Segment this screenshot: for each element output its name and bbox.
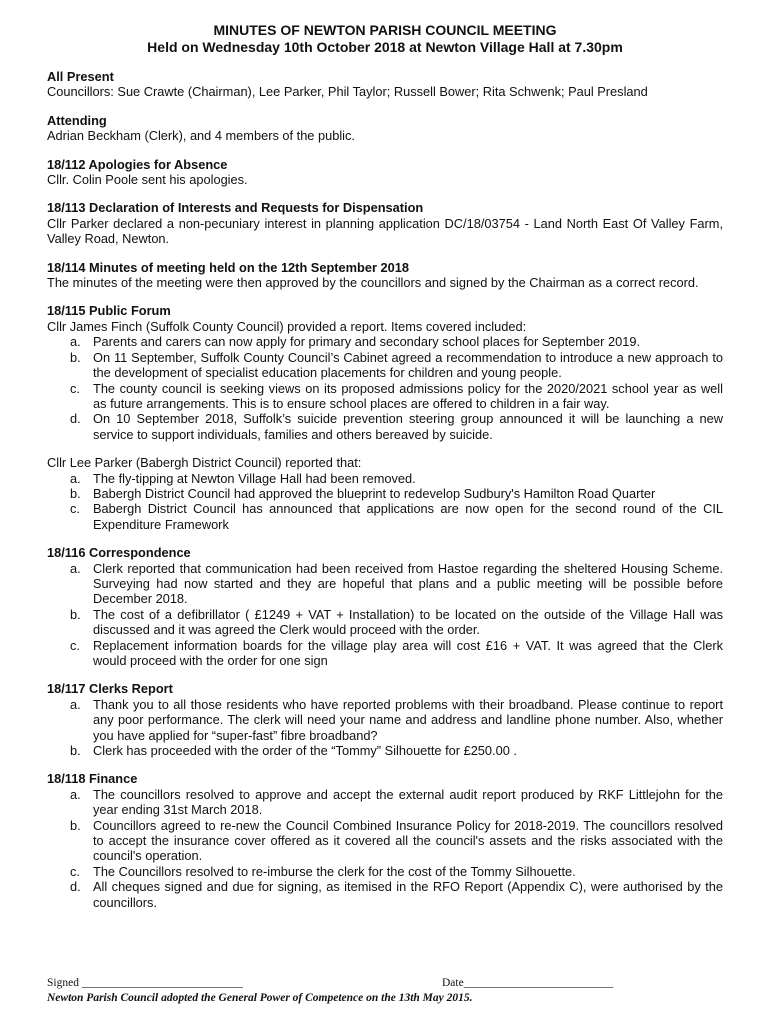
list-item [47, 787, 723, 818]
signature-row [47, 976, 727, 991]
section-public-forum [47, 303, 723, 532]
section-heading: 18/118 Finance [47, 771, 138, 787]
list-marker: b. [70, 485, 81, 501]
forum-intro-county: Cllr James Finch (Suffolk County Council) provided a report. Items covered included: [47, 318, 527, 334]
list-marker: a. [70, 696, 81, 712]
list-item-text: The fly-tipping at Newton Village Hall had been removed. [93, 470, 416, 486]
list-item-text: Clerk has proceeded with the order of the “Tommy” Silhouette for £250.00 . [93, 743, 517, 759]
section-clerks-report [47, 681, 723, 758]
list-marker: c. [70, 863, 80, 879]
clerks-report-list [47, 697, 723, 759]
forum-district-list [47, 471, 723, 533]
page-footer [47, 976, 727, 1006]
section-present [47, 69, 723, 100]
list-item-text: The county council is seeking views on its proposed admissions policy for the 2020/2021 school year as well as future arrangements. This is to ensure school places are offered to children in a fair way. [93, 380, 723, 411]
section-heading: 18/114 Minutes of meeting held on the 12th September 2018 [47, 259, 409, 275]
section-heading: 18/113 Declaration of Interests and Requests for Dispensation [47, 200, 424, 216]
list-item [47, 879, 723, 910]
title-line-2: Held on Wednesday 10th October 2018 at Newton Village Hall at 7.30pm [147, 39, 623, 55]
list-item-text: On 10 September 2018, Suffolk’s suicide prevention steering group announced it will be launching a new service to support individuals, families and others bereaved by suicide. [93, 411, 723, 442]
list-marker: a. [70, 470, 81, 486]
apologies-text: Cllr. Colin Poole sent his apologies. [47, 172, 248, 188]
list-item [47, 501, 723, 532]
document-title [47, 22, 723, 56]
list-item-text: On 11 September, Suffolk County Council’s Cabinet agreed a recommendation to introduce a new approach to the development of specialist education placements for children and young people. [93, 349, 723, 381]
list-marker: b. [70, 606, 81, 622]
general-power-note: Newton Parish Council adopted the General Power of Competence on the 13th May 2015. [47, 992, 473, 1004]
list-item [47, 350, 723, 381]
list-marker: a. [70, 786, 81, 802]
list-marker: b. [70, 743, 81, 759]
section-heading: All Present [47, 69, 114, 84]
section-correspondence [47, 545, 723, 668]
section-finance [47, 771, 723, 910]
list-item [47, 471, 723, 486]
list-marker: c. [70, 501, 80, 517]
section-heading: 18/116 Correspondence [47, 545, 191, 561]
section-previous-minutes [47, 260, 723, 291]
list-item-text: The councillors resolved to approve and accept the external audit report produced by RKF Littlejohn for the year ending 31st March 2018. [93, 786, 723, 818]
list-marker: a. [70, 334, 81, 350]
forum-intro-district: Cllr Lee Parker (Babergh District Council) reported that: [47, 455, 362, 471]
list-item [47, 381, 723, 412]
section-heading: Attending [47, 112, 107, 128]
section-interests [47, 200, 723, 246]
list-marker: c. [70, 380, 80, 396]
forum-county-list [47, 334, 723, 442]
list-item-text: The Councillors resolved to re-imburse the clerk for the cost of the Tommy Silhouette. [93, 863, 576, 879]
list-marker: a. [70, 560, 81, 576]
list-item-text: Replacement information boards for the village play area will cost £16 + VAT. It was agreed that the Clerk would proceed with the order for one sign [93, 637, 723, 668]
list-item [47, 818, 723, 864]
list-item-text: All cheques signed and due for signing, as itemised in the RFO Report (Appendix C), were authorised by the councillors. [93, 879, 723, 910]
list-item [47, 638, 723, 669]
correspondence-list [47, 561, 723, 669]
list-marker: d. [70, 879, 81, 895]
list-item-text: Parents and carers can now apply for primary and secondary school places for September 2019. [93, 334, 641, 350]
list-item [47, 697, 723, 743]
list-item-text: Thank you to all those residents who have reported problems with their broadband. Please continue to report any poor performance. The clerk will need your name and address and landline phone number. Also, whether you have applied for “super-fast” fibre broadband? [93, 696, 723, 743]
list-item-text: Babergh District Council has announced that applications are now open for the second round of the CIL Expenditure Framework [93, 501, 723, 532]
list-item-text: Councillors agreed to re-new the Council Combined Insurance Policy for 2018-2019. The councillors resolved to accept the insurance cover offered as it covered all the council's assets and the risks associated with the council's operation. [93, 817, 723, 864]
attending-text: Adrian Beckham (Clerk), and 4 members of the public. [47, 128, 355, 144]
list-item [47, 607, 723, 638]
list-marker: b. [70, 349, 81, 365]
section-heading: 18/115 Public Forum [47, 303, 171, 319]
previous-minutes-text: The minutes of the meeting were then approved by the councillors and signed by the Chairman as a correct record. [47, 275, 699, 291]
finance-list [47, 787, 723, 910]
list-marker: d. [70, 411, 81, 427]
list-item-text: Babergh District Council had approved the blueprint to redevelop Sudbury's Hamilton Road Quarter [93, 485, 656, 501]
present-text: Councillors: Sue Crawte (Chairman), Lee Parker, Phil Taylor; Russell Bower; Rita Schwenk; Paul Presland [47, 84, 648, 100]
list-item [47, 561, 723, 607]
section-heading: 18/112 Apologies for Absence [47, 156, 228, 172]
list-item [47, 486, 723, 501]
list-item [47, 334, 723, 349]
list-marker: b. [70, 817, 81, 833]
list-item [47, 411, 723, 442]
list-item-text: The cost of a defibrillator ( £1249 + VAT + Installation) to be located on the outside of the Village Hall was discussed and it was agreed the Clerk would proceed with the order. [93, 606, 723, 638]
list-marker: c. [70, 637, 80, 653]
title-line-1: MINUTES OF NEWTON PARISH COUNCIL MEETING [213, 22, 557, 38]
signed-line: Signed ____________________________ [47, 977, 243, 989]
date-line: Date__________________________ [442, 977, 614, 989]
minutes-page [47, 22, 723, 910]
list-item-text: Clerk reported that communication had been received from Hastoe regarding the sheltered Housing Scheme. Surveying had now started and they are hopeful that plans and a public meeting will be possible before December 2018. [93, 560, 723, 607]
section-apologies [47, 157, 723, 188]
section-heading: 18/117 Clerks Report [47, 681, 173, 697]
list-item [47, 743, 723, 758]
section-attending [47, 113, 723, 144]
list-item [47, 864, 723, 879]
interests-text: Cllr Parker declared a non-pecuniary interest in planning application DC/18/03754 - Land North East Of Valley Farm, Valley Road, Newton. [47, 215, 723, 247]
